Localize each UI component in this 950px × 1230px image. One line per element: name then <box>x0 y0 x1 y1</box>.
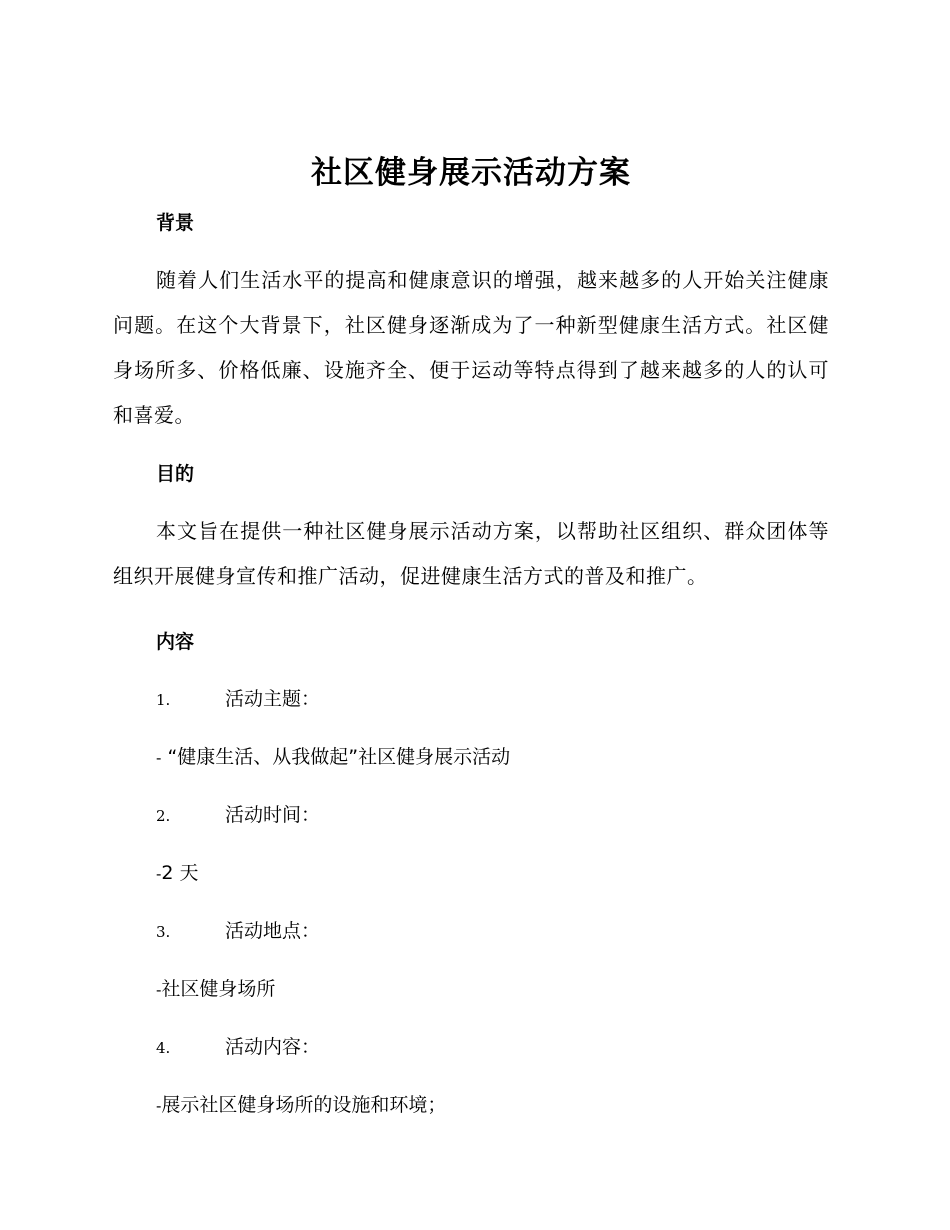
list-detail-text: 展示社区健身场所的设施和环境； <box>161 1094 447 1116</box>
dash-marker: - <box>156 864 162 883</box>
list-item <box>113 1033 829 1062</box>
list-number: 1. <box>156 691 171 709</box>
dash-marker: - <box>156 980 162 999</box>
document-title: 社区健身展示活动方案 <box>311 155 631 191</box>
list-detail <box>113 1091 829 1120</box>
list-number: 2. <box>156 807 171 825</box>
list-item <box>113 685 829 714</box>
list-label: 活动地点： <box>225 920 321 942</box>
list-label: 活动主题： <box>225 688 321 710</box>
paragraph-purpose: 本文旨在提供一种社区健身展示活动方案，以帮助社区组织、群众团体等组织开展健身宣传和推广活动，促进健康生活方式的普及和推广。 <box>113 519 829 588</box>
paragraph-background: 随着人们生活水平的提高和健康意识的增强，越来越多的人开始关注健康问题。在这个大背景下，社区健身逐渐成为了一种新型健康生活方式。社区健身场所多、价格低廉、设施齐全、便于运动等特点得到了越来越多的人的认可和喜爱。 <box>113 268 829 427</box>
list-label: 活动时间： <box>225 804 321 826</box>
list-detail-text: 2 天 <box>161 862 199 884</box>
dash-marker: - <box>156 748 162 767</box>
list-number: 3. <box>156 923 171 941</box>
list-number: 4. <box>156 1039 171 1057</box>
list-item <box>113 917 829 946</box>
list-detail <box>113 859 829 888</box>
dash-marker: - <box>156 1096 162 1115</box>
section-heading-background: 背景 <box>156 212 195 234</box>
section-heading-content: 内容 <box>156 631 195 653</box>
list-label: 活动内容： <box>225 1036 321 1058</box>
section-heading-purpose: 目的 <box>156 463 195 485</box>
list-detail-text: “健康生活、从我做起”社区健身展示活动 <box>167 746 511 768</box>
list-detail-text: 社区健身场所 <box>161 978 276 1000</box>
list-detail <box>113 975 829 1004</box>
list-item <box>113 801 829 830</box>
list-detail <box>113 743 829 772</box>
